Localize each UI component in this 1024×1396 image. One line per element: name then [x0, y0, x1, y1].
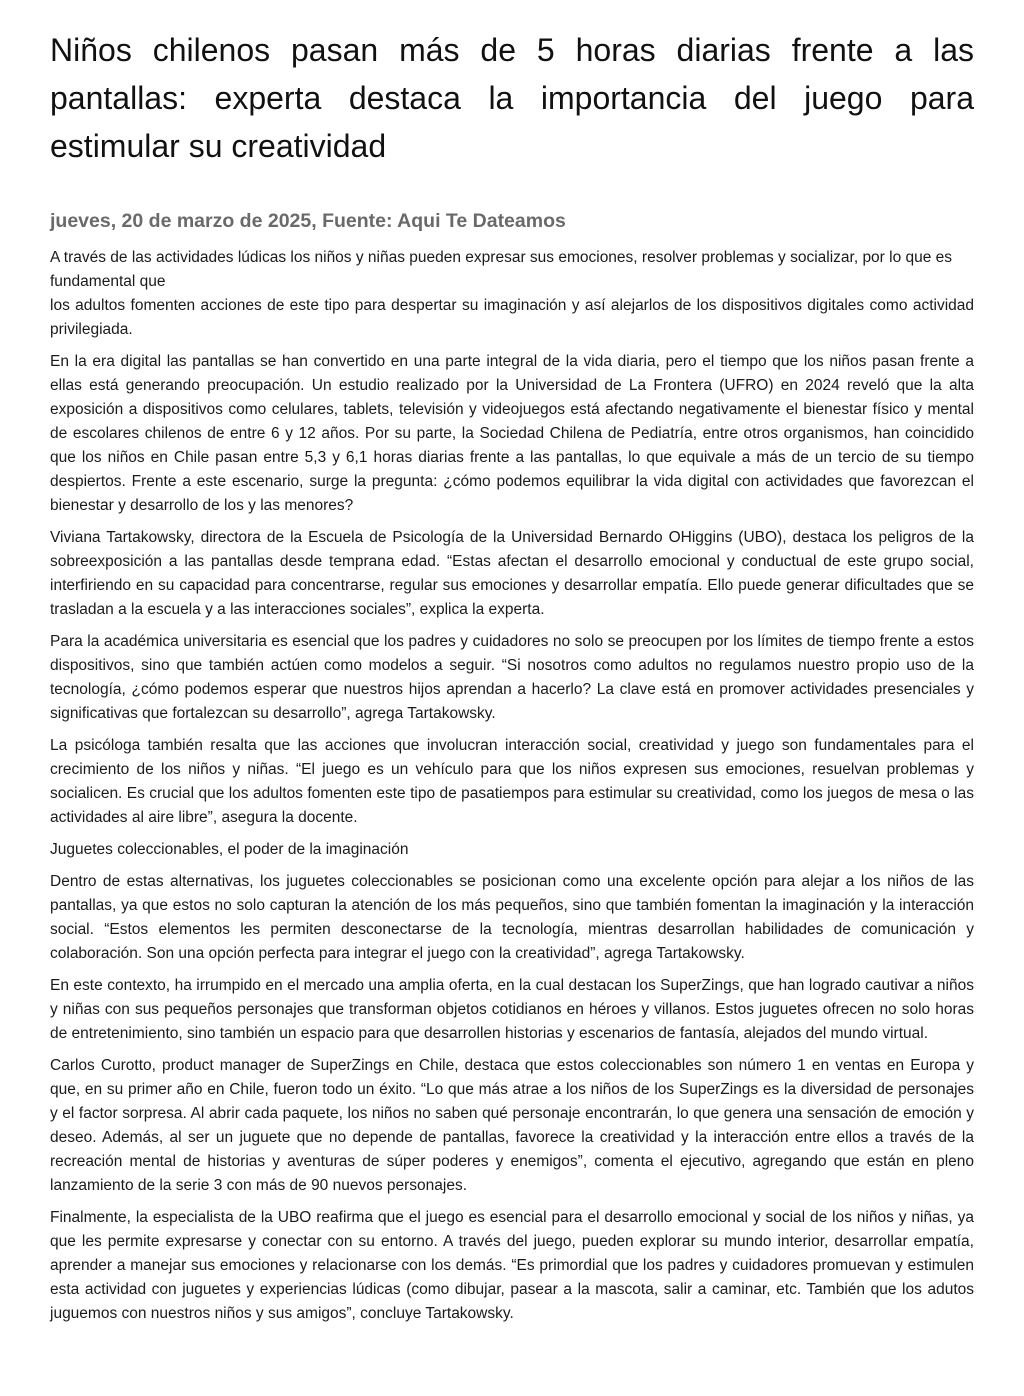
article-lead: [50, 246, 974, 342]
paragraph: Viviana Tartakowsky, directora de la Escuela de Psicología de la Universidad Bernardo OHiggins (UBO), destaca los peligros de la sobreexposición a las pantallas desde temprana edad. “Estas afectan el desarrollo emocional y conductual de este grupo social, interfiriendo en su capacidad para concentrarse, regular sus emociones y desarrollar empatía. Ello puede generar dificultades que se trasladan a la escuela y a las interacciones sociales”, explica la experta.: [50, 529, 974, 618]
article-dateline: jueves, 20 de marzo de 2025, Fuente: Aqui Te Dateamos: [50, 210, 566, 232]
paragraph: Dentro de estas alternativas, los juguetes coleccionables se posicionan como una excelente opción para alejar a los niños de las pantallas, ya que estos no solo capturan la atención de los más pequeños, sino que también fomentan la imaginación y la interacción social. “Estos elementos les permiten desconectarse de la tecnología, mientras desarrollan habilidades de comunicación y colaboración. Son una opción perfecta para integrar el juego con la creatividad”, agrega Tartakowsky.: [50, 873, 974, 962]
paragraph: Carlos Curotto, product manager de SuperZings en Chile, destaca que estos coleccionables son número 1 en ventas en Europa y que, en su primer año en Chile, fueron todo un éxito. “Lo que más atrae a los niños de los SuperZings es la diversidad de personajes y el factor sorpresa. Al abrir cada paquete, los niños no saben qué personaje encontrarán, lo que genera una sensación de emoción y deseo. Además, al ser un juguete que no depende de pantallas, favorece la creatividad y la interacción entre ellos a través de la recreación mental de historias y aventuras de súper poderes y enemigos”, comenta el ejecutivo, agregando que están en pleno lanzamiento de la serie 3 con más de 90 nuevos personajes.: [50, 1057, 974, 1194]
paragraph: Finalmente, la especialista de la UBO reafirma que el juego es esencial para el desarrollo emocional y social de los niños y niñas, ya que les permite expresarse y conectar con su entorno. A través del juego, pueden explorar su mundo interior, desarrollar empatía, aprender a manejar sus emociones y relacionarse con los demás. “Es primordial que los padres y cuidadores promuevan y estimulen esta actividad con juguetes y experiencias lúdicas (como dibujar, pasear a la mascota, salir a caminar, etc. También que los adutos juguemos con nuestros niños y sus amigos”, concluye Tartakowsky.: [50, 1209, 974, 1322]
section-subheading: Juguetes coleccionables, el poder de la imaginación: [50, 841, 409, 858]
lead-line-2: los adultos fomenten acciones de este tipo para despertar su imaginación y así alejarlos de los dispositivos digitales como actividad privilegiada.: [50, 297, 974, 338]
lead-line-1: A través de las actividades lúdicas los niños y niñas pueden expresar sus emociones, resolver problemas y socializar, por lo que es fundamental que: [50, 249, 953, 290]
article-body: [50, 350, 974, 1326]
paragraph: En este contexto, ha irrumpido en el mercado una amplia oferta, en la cual destacan los SuperZings, que han logrado cautivar a niños y niñas con sus pequeños personajes que transforman objetos cotidianos en héroes y villanos. Estos juguetes ofrecen no solo horas de entretenimiento, sino también un espacio para que desarrollen historias y escenarios de fantasía, alejados del mundo virtual.: [50, 977, 974, 1042]
article-title: Niños chilenos pasan más de 5 horas diarias frente a las pantallas: experta destaca la importancia del juego para estimular su creatividad: [50, 32, 974, 164]
paragraph: La psicóloga también resalta que las acciones que involucran interacción social, creatividad y juego son fundamentales para el crecimiento de los niños y niñas. “El juego es un vehículo para que los niños expresen sus emociones, resuelvan problemas y socialicen. Es crucial que los adultos fomenten este tipo de pasatiempos para estimular su creatividad, como los juegos de mesa o las actividades al aire libre”, asegura la docente.: [50, 737, 974, 826]
paragraph: En la era digital las pantallas se han convertido en una parte integral de la vida diaria, pero el tiempo que los niños pasan frente a ellas está generando preocupación. Un estudio realizado por la Universidad de La Frontera (UFRO) en 2024 reveló que la alta exposición a dispositivos como celulares, tablets, televisión y videojuegos está afectando negativamente el bienestar físico y mental de escolares chilenos de entre 6 y 12 años. Por su parte, la Sociedad Chilena de Pediatría, entre otros organismos, han coincidido que los niños en Chile pasan entre 5,3 y 6,1 horas diarias frente a las pantallas, lo que equivale a más de un tercio de su tiempo despiertos. Frente a este escenario, surge la pregunta: ¿cómo podemos equilibrar la vida digital con actividades que favorezcan el bienestar y desarrollo de los y las menores?: [50, 353, 974, 514]
paragraph: Para la académica universitaria es esencial que los padres y cuidadores no solo se preocupen por los límites de tiempo frente a estos dispositivos, sino que también actúen como modelos a seguir. “Si nosotros como adultos no regulamos nuestro propio uso de la tecnología, ¿cómo podemos esperar que nuestros hijos aprendan a hacerlo? La clave está en promover actividades presenciales y significativas que fortalezcan su desarrollo”, agrega Tartakowsky.: [50, 633, 974, 722]
